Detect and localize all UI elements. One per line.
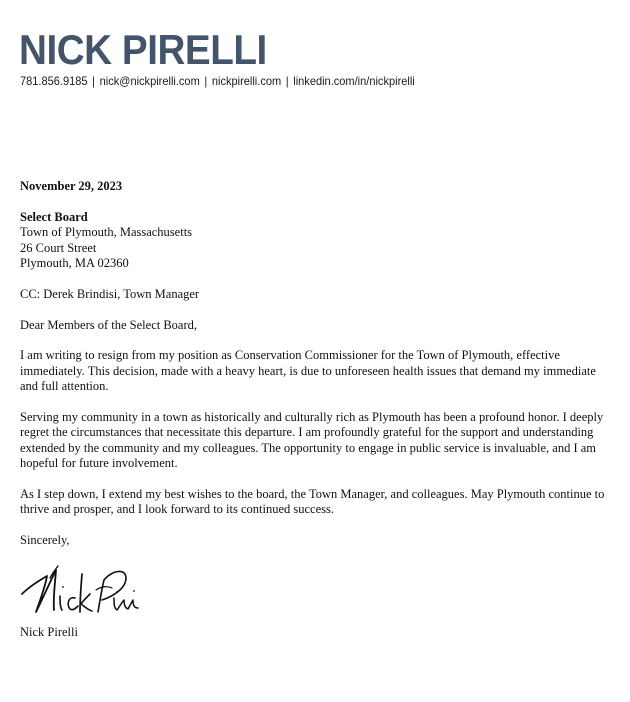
signature-icon bbox=[20, 560, 145, 620]
contact-website: nickpirelli.com bbox=[211, 74, 282, 88]
header-name: NICK PIRELLI bbox=[19, 26, 267, 73]
body-paragraph: Serving my community in a town as historically and culturally rich as Plymouth has been a profound honor. I deeply regret the circumstances that necessitate this departure. I am profoundly grateful for the support and understanding extended by the community and my colleagues. The opportunity to engage in public service is invaluable, and I am hopeful for future involvement. bbox=[20, 410, 604, 471]
contact-separator: | bbox=[285, 74, 289, 88]
contact-linkedin: linkedin.com/in/nickpirelli bbox=[293, 74, 415, 88]
recipient-organization: Town of Plymouth, Massachusetts bbox=[20, 225, 193, 240]
cc-line: CC: Derek Brindisi, Town Manager bbox=[20, 286, 200, 301]
contact-separator: | bbox=[92, 74, 96, 88]
recipient-block bbox=[20, 210, 616, 272]
contact-phone: 781.856.9185 bbox=[20, 74, 88, 88]
salutation: Dear Members of the Select Board, bbox=[20, 317, 198, 332]
contact-separator: | bbox=[204, 74, 208, 88]
body-paragraph: I am writing to resign from my position as Conservation Commissioner for the Town of Plymouth, effective immediately. This decision, made with a heavy heart, is due to unforeseen health issues that demand my immediate and full attention. bbox=[20, 348, 596, 394]
body-paragraph: As I step down, I extend my best wishes to the board, the Town Manager, and colleagues. May Plymouth continue to thrive and prosper, and I look forward to its continued success. bbox=[20, 487, 605, 517]
letter-body bbox=[20, 179, 616, 564]
recipient-city: Plymouth, MA 02360 bbox=[20, 256, 129, 271]
contact-line bbox=[20, 74, 415, 89]
letter-date: November 29, 2023 bbox=[20, 179, 123, 193]
signed-name: Nick Pirelli bbox=[20, 625, 78, 639]
contact-email: nick@nickpirelli.com bbox=[99, 74, 200, 88]
closing: Sincerely, bbox=[20, 533, 70, 548]
recipient-street: 26 Court Street bbox=[20, 240, 97, 255]
recipient-name: Select Board bbox=[20, 209, 88, 224]
